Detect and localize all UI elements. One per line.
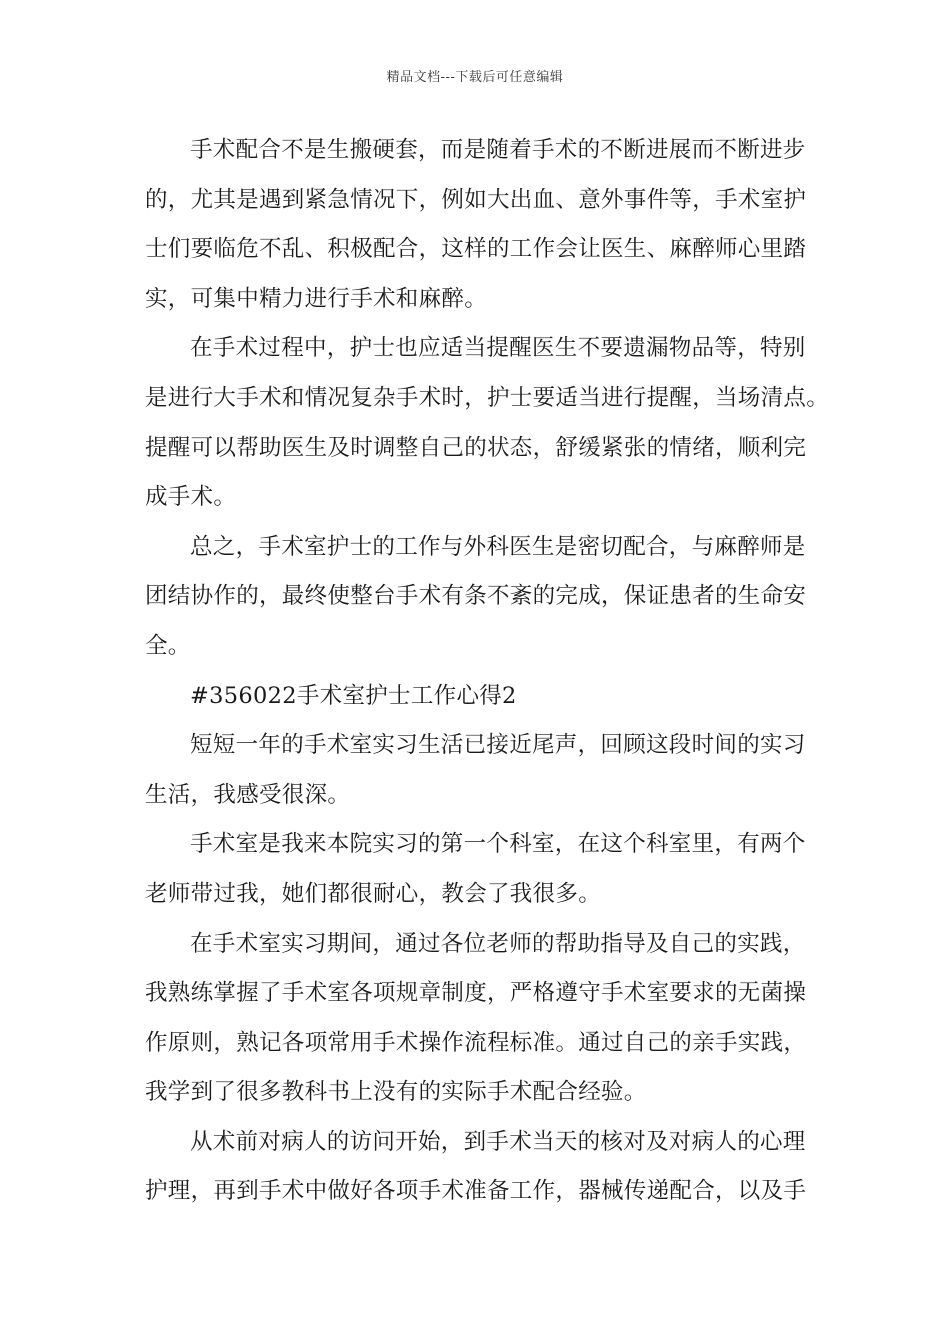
paragraph-6: [145, 920, 807, 1118]
text-line: 从术前对病人的访问开始，到手术当天的核对及对病人的心理: [190, 1128, 806, 1155]
paragraph-4: [145, 721, 807, 820]
text-line: 实，可集中精力进行手术和麻醉。: [145, 285, 488, 312]
text-line: 团结协作的，最终使整台手术有条不紊的完成，保证患者的生命安: [145, 583, 807, 610]
paragraph-2: [145, 324, 830, 522]
text-line: 我熟练掌握了手术室各项规章制度，严格遵守手术室要求的无菌操: [145, 980, 807, 1007]
text-line: 成手术。: [145, 484, 237, 511]
paragraph-5: [145, 820, 807, 919]
text-line: 老师带过我，她们都很耐心，教会了我很多。: [145, 880, 602, 907]
text-line: 的，尤其是遇到紧急情况下，例如大出血、意外事件等，手术室护: [145, 186, 807, 213]
text-line: 是进行大手术和情况复杂手术时，护士要适当进行提醒，当场清点。: [145, 384, 830, 411]
document-body: [145, 126, 830, 1217]
text-line: 手术配合不是生搬硬套，而是随着手术的不断进展而不断进步: [190, 137, 806, 163]
text-line: 在手术过程中，护士也应适当提醒医生不要遗漏物品等，特别: [190, 335, 806, 362]
paragraph-3: [145, 523, 807, 672]
paragraph-1: [145, 126, 807, 324]
text-line: 总之，手术室护士的工作与外科医生是密切配合，与麻醉师是: [190, 533, 806, 560]
heading-text: #356022手术室护士工作心得2: [190, 682, 517, 709]
text-line: 提醒可以帮助医生及时调整自己的状态，舒缓紧张的情绪，顺利完: [145, 434, 807, 461]
text-line: 生活，我感受很深。: [145, 781, 351, 808]
text-line: 全。: [145, 632, 191, 659]
text-line: 短短一年的手术室实习生活已接近尾声，回顾这段时间的实习: [190, 732, 806, 759]
section-heading: [145, 672, 807, 722]
text-line: 在手术室实习期间，通过各位老师的帮助指导及自己的实践，: [190, 930, 806, 957]
page-header: 精品文档---下载后可任意编辑: [386, 70, 564, 85]
text-line: 作原则，熟记各项常用手术操作流程标准。通过自己的亲手实践，: [145, 1029, 807, 1056]
text-line: 护理，再到手术中做好各项手术准备工作，器械传递配合，以及手: [145, 1178, 807, 1205]
paragraph-7: [145, 1118, 807, 1217]
text-line: 士们要临危不乱、积极配合，这样的工作会让医生、麻醉师心里踏: [145, 236, 807, 263]
text-line: 手术室是我来本院实习的第一个科室，在这个科室里，有两个: [190, 831, 806, 858]
text-line: 我学到了很多教科书上没有的实际手术配合经验。: [145, 1079, 647, 1106]
